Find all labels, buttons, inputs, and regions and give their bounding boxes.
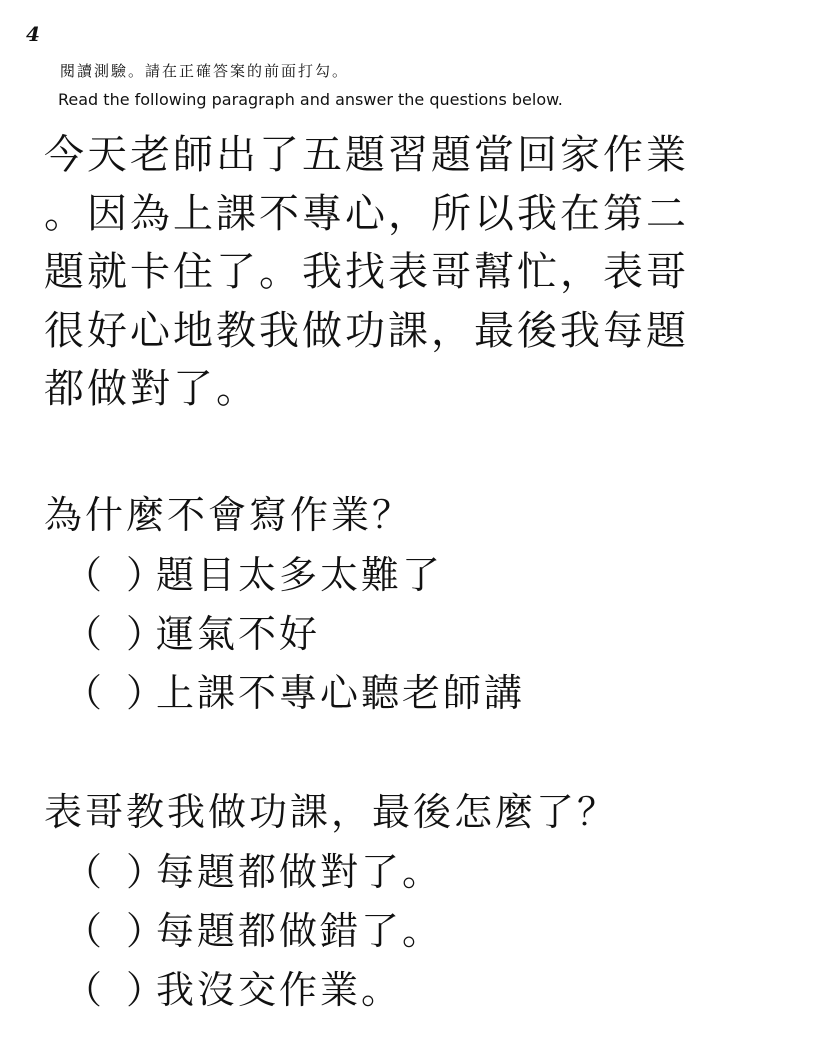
instructions-english: Read the following paragraph and answer the questions below. bbox=[58, 90, 563, 109]
answer-checkbox[interactable]: （ ） bbox=[64, 909, 165, 953]
reading-passage bbox=[44, 126, 774, 419]
answer-option bbox=[44, 843, 618, 902]
answer-checkbox[interactable]: （ ） bbox=[64, 612, 165, 656]
answer-option bbox=[44, 605, 525, 664]
answer-option bbox=[44, 902, 618, 961]
option-text: 上課不專心聽老師講 bbox=[156, 671, 526, 715]
answer-checkbox[interactable]: （ ） bbox=[64, 553, 165, 597]
passage-line: 都做對了。 bbox=[44, 366, 259, 412]
option-text: 運氣不好 bbox=[156, 612, 321, 656]
option-text: 題目太多太難了 bbox=[156, 553, 444, 597]
answer-option bbox=[44, 961, 618, 1020]
passage-line: 。因為上課不專心，所以我在第二 bbox=[44, 190, 689, 237]
answer-checkbox[interactable]: （ ） bbox=[64, 671, 165, 715]
answer-checkbox[interactable]: （ ） bbox=[64, 850, 165, 894]
question-1 bbox=[44, 486, 525, 723]
answer-option bbox=[44, 664, 525, 723]
answer-checkbox[interactable]: （ ） bbox=[64, 968, 165, 1012]
option-text: 每題都做對了。 bbox=[156, 850, 444, 894]
question-text: 表哥教我做功課，最後怎麼了？ bbox=[44, 790, 619, 834]
passage-line: 今天老師出了五題習題當回家作業 bbox=[44, 132, 689, 178]
passage-line: 題就卡住了。我找表哥幫忙，表哥 bbox=[44, 249, 689, 295]
option-text: 每題都做錯了。 bbox=[156, 909, 444, 953]
page-number: 4 bbox=[26, 22, 40, 46]
option-text: 我沒交作業。 bbox=[156, 968, 403, 1012]
instructions-chinese: 閱讀測驗。請在正確答案的前面打勾。 bbox=[60, 62, 350, 80]
question-2 bbox=[44, 783, 618, 1020]
question-text: 為什麼不會寫作業？ bbox=[44, 493, 414, 537]
answer-option bbox=[44, 546, 525, 605]
passage-line: 很好心地教我做功課，最後我每題 bbox=[44, 307, 689, 354]
